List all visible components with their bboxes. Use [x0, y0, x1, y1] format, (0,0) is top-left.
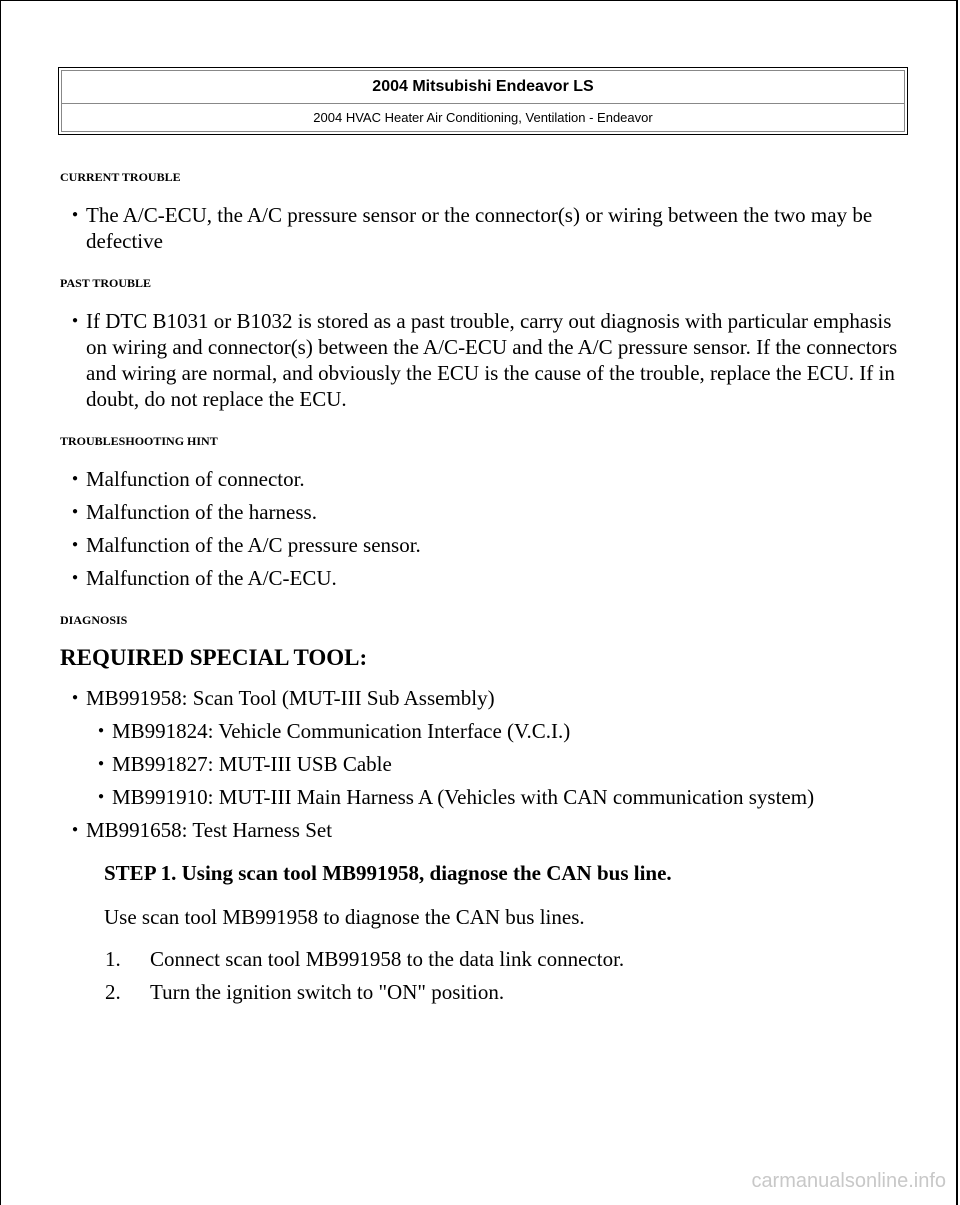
watermark: carmanualsonline.info [751, 1170, 946, 1192]
hint-item: ● Malfunction of the A/C pressure sensor. [60, 532, 900, 558]
current-trouble-label: CURRENT TROUBLE [60, 170, 181, 184]
past-trouble-list [60, 308, 900, 412]
procedure-step-number: 2. [105, 980, 121, 1004]
current-trouble-item: ● The A/C-ECU, the A/C pressure sensor or the connector(s) or wiring between the two may be defective [60, 202, 900, 254]
tool-subitem: ● MB991827: MUT-III USB Cable [86, 751, 900, 777]
tool-item-text: MB991658: Test Harness Set [86, 818, 333, 842]
procedure-step [60, 945, 900, 973]
tool-item [60, 817, 900, 843]
tool-item [60, 685, 900, 810]
procedure-steps [60, 945, 900, 1006]
troubleshooting-hint-label: TROUBLESHOOTING HINT [60, 434, 218, 448]
document-header-inner [61, 70, 905, 132]
past-trouble-label: PAST TROUBLE [60, 276, 152, 290]
hint-item: ● Malfunction of the harness. [60, 499, 900, 525]
step-heading: STEP 1. Using scan tool MB991958, diagnose the CAN bus line. [104, 861, 672, 885]
required-tool-heading: REQUIRED SPECIAL TOOL: [60, 645, 368, 670]
hint-item: ● Malfunction of connector. [60, 466, 900, 492]
diagnosis-label: DIAGNOSIS [60, 613, 128, 627]
section-subtitle: 2004 HVAC Heater Air Conditioning, Ventilation - Endeavor [313, 110, 653, 125]
tool-item-text: MB991958: Scan Tool (MUT-III Sub Assembly) [86, 686, 495, 710]
tool-subitem: ● MB991824: Vehicle Communication Interface (V.C.I.) [86, 718, 900, 744]
troubleshooting-hint-list [60, 466, 900, 591]
tool-sublist [86, 718, 900, 810]
procedure-step-text: Turn the ignition switch to "ON" position. [150, 980, 505, 1004]
step-description: Use scan tool MB991958 to diagnose the CAN bus lines. [104, 905, 585, 929]
hint-item: ● Malfunction of the A/C-ECU. [60, 565, 900, 591]
document-header [58, 67, 908, 135]
document-body [60, 168, 900, 1006]
tool-subitem: ● MB991910: MUT-III Main Harness A (Vehicles with CAN communication system) [86, 784, 900, 810]
procedure-step [60, 978, 900, 1006]
tool-list [60, 685, 900, 843]
step-block [60, 859, 900, 931]
past-trouble-item: ● If DTC B1031 or B1032 is stored as a past trouble, carry out diagnosis with particular emphasis on wiring and connector(s) between the A/C-ECU and the A/C pressure sensor. If the connectors and wiring are normal, and obviously the ECU is the cause of the trouble, replace the ECU. If in doubt, do not replace the ECU. [60, 308, 900, 412]
vehicle-title: 2004 Mitsubishi Endeavor LS [62, 71, 904, 104]
procedure-step-number: 1. [105, 947, 121, 971]
procedure-step-text: Connect scan tool MB991958 to the data link connector. [150, 947, 625, 971]
current-trouble-list [60, 202, 900, 254]
